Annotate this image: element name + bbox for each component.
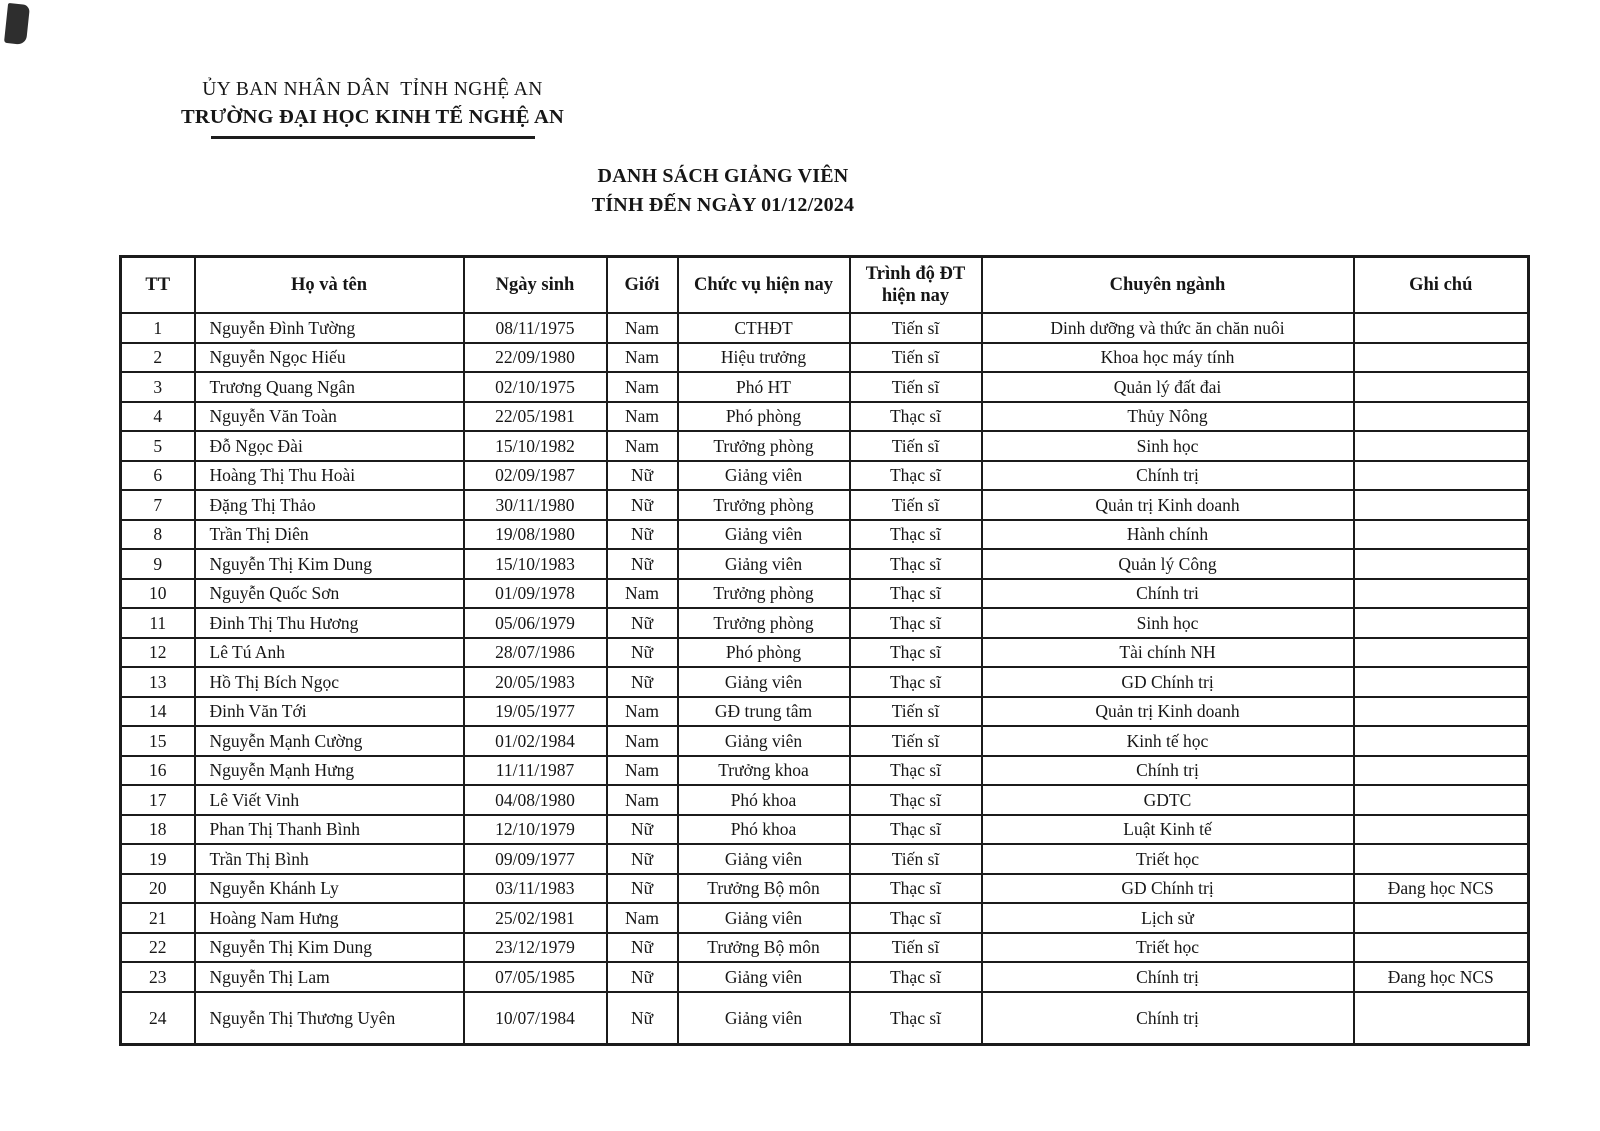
cell-note (1354, 903, 1529, 933)
cell-tt: 16 (121, 756, 195, 786)
cell-name: Nguyễn Ngọc Hiếu (195, 343, 464, 373)
cell-gender: Nữ (607, 549, 678, 579)
cell-major: Triết học (982, 933, 1354, 963)
cell-note (1354, 579, 1529, 609)
cell-note (1354, 638, 1529, 668)
table-row (121, 638, 1529, 668)
cell-name: Đinh Thị Thu Hương (195, 608, 464, 638)
col-header-name: Họ và tên (195, 257, 464, 314)
cell-tt: 21 (121, 903, 195, 933)
cell-name: Trương Quang Ngân (195, 372, 464, 402)
table-row (121, 933, 1529, 963)
cell-note (1354, 520, 1529, 550)
table-row (121, 785, 1529, 815)
cell-dob: 04/08/1980 (464, 785, 607, 815)
cell-position: Giảng viên (678, 992, 850, 1045)
cell-gender: Nam (607, 313, 678, 343)
cell-gender: Nữ (607, 933, 678, 963)
cell-position: Trưởng khoa (678, 756, 850, 786)
cell-tt: 7 (121, 490, 195, 520)
cell-position: Giảng viên (678, 726, 850, 756)
cell-position: Giảng viên (678, 962, 850, 992)
cell-degree: Tiến sĩ (850, 372, 982, 402)
org-underline (211, 136, 535, 139)
cell-major: Sinh học (982, 431, 1354, 461)
cell-tt: 17 (121, 785, 195, 815)
cell-note (1354, 461, 1529, 491)
cell-position: Giảng viên (678, 844, 850, 874)
cell-degree: Tiến sĩ (850, 313, 982, 343)
cell-major: Kinh tế học (982, 726, 1354, 756)
cell-degree: Thạc sĩ (850, 962, 982, 992)
cell-dob: 15/10/1982 (464, 431, 607, 461)
table-row (121, 697, 1529, 727)
cell-gender: Nữ (607, 874, 678, 904)
cell-name: Nguyễn Mạnh Cường (195, 726, 464, 756)
cell-tt: 18 (121, 815, 195, 845)
cell-dob: 05/06/1979 (464, 608, 607, 638)
cell-tt: 22 (121, 933, 195, 963)
cell-dob: 02/10/1975 (464, 372, 607, 402)
cell-major: Quản trị Kinh doanh (982, 490, 1354, 520)
cell-gender: Nam (607, 372, 678, 402)
cell-position: Trưởng phòng (678, 490, 850, 520)
cell-degree: Tiến sĩ (850, 726, 982, 756)
cell-major: Chính tri (982, 579, 1354, 609)
cell-note (1354, 785, 1529, 815)
cell-degree: Thạc sĩ (850, 520, 982, 550)
table-row (121, 372, 1529, 402)
cell-gender: Nữ (607, 992, 678, 1045)
cell-major: Khoa học máy tính (982, 343, 1354, 373)
cell-position: Trưởng Bộ môn (678, 933, 850, 963)
table-row (121, 756, 1529, 786)
cell-degree: Tiến sĩ (850, 490, 982, 520)
cell-name: Nguyễn Văn Toàn (195, 402, 464, 432)
cell-gender: Nữ (607, 667, 678, 697)
cell-degree: Tiến sĩ (850, 933, 982, 963)
cell-gender: Nữ (607, 490, 678, 520)
cell-tt: 13 (121, 667, 195, 697)
cell-gender: Nữ (607, 461, 678, 491)
cell-tt: 4 (121, 402, 195, 432)
cell-name: Trần Thị Bình (195, 844, 464, 874)
cell-tt: 1 (121, 313, 195, 343)
cell-degree: Thạc sĩ (850, 992, 982, 1045)
cell-degree: Thạc sĩ (850, 549, 982, 579)
cell-dob: 22/09/1980 (464, 343, 607, 373)
cell-position: Phó HT (678, 372, 850, 402)
cell-major: Sinh học (982, 608, 1354, 638)
cell-tt: 9 (121, 549, 195, 579)
cell-name: Hoàng Nam Hưng (195, 903, 464, 933)
cell-gender: Nữ (607, 844, 678, 874)
cell-position: Trưởng Bộ môn (678, 874, 850, 904)
cell-tt: 11 (121, 608, 195, 638)
scan-corner-artifact (4, 3, 30, 45)
cell-position: Giảng viên (678, 461, 850, 491)
cell-tt: 5 (121, 431, 195, 461)
cell-note: Đang học NCS (1354, 962, 1529, 992)
cell-gender: Nam (607, 431, 678, 461)
cell-name: Nguyễn Thị Thương Uyên (195, 992, 464, 1045)
cell-tt: 24 (121, 992, 195, 1045)
cell-gender: Nữ (607, 962, 678, 992)
cell-note (1354, 608, 1529, 638)
cell-gender: Nữ (607, 815, 678, 845)
cell-name: Lê Tú Anh (195, 638, 464, 668)
cell-note (1354, 844, 1529, 874)
cell-note: Đang học NCS (1354, 874, 1529, 904)
cell-name: Lê Viết Vinh (195, 785, 464, 815)
table-row (121, 402, 1529, 432)
cell-note (1354, 490, 1529, 520)
cell-note (1354, 402, 1529, 432)
cell-gender: Nữ (607, 638, 678, 668)
cell-name: Nguyễn Quốc Sơn (195, 579, 464, 609)
table-row (121, 313, 1529, 343)
cell-note (1354, 756, 1529, 786)
title-line-2: TÍNH ĐẾN NGÀY 01/12/2024 (591, 194, 855, 216)
table-header-row (121, 257, 1529, 314)
document-title (448, 162, 998, 220)
cell-note (1354, 667, 1529, 697)
table-row (121, 992, 1529, 1045)
cell-major: Quản lý Công (982, 549, 1354, 579)
cell-position: Giảng viên (678, 520, 850, 550)
cell-name: Đặng Thị Thảo (195, 490, 464, 520)
cell-name: Đinh Văn Tới (195, 697, 464, 727)
cell-position: Hiệu trưởng (678, 343, 850, 373)
cell-gender: Nữ (607, 520, 678, 550)
cell-degree: Thạc sĩ (850, 667, 982, 697)
cell-degree: Tiến sĩ (850, 844, 982, 874)
cell-tt: 12 (121, 638, 195, 668)
cell-dob: 23/12/1979 (464, 933, 607, 963)
cell-degree: Thạc sĩ (850, 785, 982, 815)
cell-dob: 02/09/1987 (464, 461, 607, 491)
cell-position: Trưởng phòng (678, 431, 850, 461)
cell-name: Hồ Thị Bích Ngọc (195, 667, 464, 697)
org-name-parent: ỦY BAN NHÂN DÂN TỈNH NGHỆ AN (202, 79, 543, 100)
cell-name: Nguyễn Đình Tường (195, 313, 464, 343)
cell-note (1354, 697, 1529, 727)
col-header-major: Chuyên ngành (982, 257, 1354, 314)
cell-gender: Nam (607, 579, 678, 609)
cell-note (1354, 726, 1529, 756)
cell-gender: Nam (607, 402, 678, 432)
col-header-position: Chức vụ hiện nay (678, 257, 850, 314)
cell-position: Phó khoa (678, 785, 850, 815)
cell-dob: 11/11/1987 (464, 756, 607, 786)
cell-degree: Tiến sĩ (850, 431, 982, 461)
table-row (121, 520, 1529, 550)
table-row (121, 343, 1529, 373)
org-name-university: TRƯỜNG ĐẠI HỌC KINH TẾ NGHỆ AN (180, 106, 565, 129)
cell-position: Phó phòng (678, 402, 850, 432)
cell-note (1354, 372, 1529, 402)
cell-name: Trần Thị Diên (195, 520, 464, 550)
cell-name: Nguyễn Thị Kim Dung (195, 933, 464, 963)
cell-dob: 01/09/1978 (464, 579, 607, 609)
cell-major: GDTC (982, 785, 1354, 815)
cell-note (1354, 933, 1529, 963)
cell-degree: Thạc sĩ (850, 638, 982, 668)
cell-position: Giảng viên (678, 549, 850, 579)
table-row (121, 461, 1529, 491)
cell-dob: 10/07/1984 (464, 992, 607, 1045)
cell-dob: 15/10/1983 (464, 549, 607, 579)
cell-name: Đỗ Ngọc Đài (195, 431, 464, 461)
cell-tt: 14 (121, 697, 195, 727)
cell-degree: Thạc sĩ (850, 461, 982, 491)
cell-major: GD Chính trị (982, 667, 1354, 697)
cell-dob: 01/02/1984 (464, 726, 607, 756)
cell-major: Hành chính (982, 520, 1354, 550)
cell-position: Phó phòng (678, 638, 850, 668)
cell-degree: Thạc sĩ (850, 756, 982, 786)
cell-major: Quản trị Kinh doanh (982, 697, 1354, 727)
cell-name: Nguyễn Mạnh Hưng (195, 756, 464, 786)
cell-dob: 22/05/1981 (464, 402, 607, 432)
cell-note (1354, 343, 1529, 373)
table-body (121, 313, 1529, 1045)
org-header (145, 78, 600, 139)
cell-major: Chính trị (982, 992, 1354, 1045)
table-row (121, 726, 1529, 756)
cell-tt: 6 (121, 461, 195, 491)
cell-dob: 12/10/1979 (464, 815, 607, 845)
cell-gender: Nam (607, 785, 678, 815)
cell-name: Hoàng Thị Thu Hoài (195, 461, 464, 491)
cell-major: GD Chính trị (982, 874, 1354, 904)
cell-position: Giảng viên (678, 667, 850, 697)
cell-name: Phan Thị Thanh Bình (195, 815, 464, 845)
cell-degree: Thạc sĩ (850, 608, 982, 638)
cell-gender: Nam (607, 726, 678, 756)
table-row (121, 903, 1529, 933)
cell-dob: 20/05/1983 (464, 667, 607, 697)
cell-major: Quản lý đất đai (982, 372, 1354, 402)
cell-major: Thủy Nông (982, 402, 1354, 432)
cell-tt: 2 (121, 343, 195, 373)
table-row (121, 962, 1529, 992)
cell-tt: 10 (121, 579, 195, 609)
table-row (121, 431, 1529, 461)
cell-degree: Thạc sĩ (850, 874, 982, 904)
table-row (121, 579, 1529, 609)
cell-major: Chính trị (982, 756, 1354, 786)
cell-dob: 19/05/1977 (464, 697, 607, 727)
cell-tt: 3 (121, 372, 195, 402)
cell-name: Nguyễn Khánh Ly (195, 874, 464, 904)
cell-major: Chính trị (982, 962, 1354, 992)
cell-gender: Nam (607, 697, 678, 727)
title-line-1: DANH SÁCH GIẢNG VIÊN (597, 165, 849, 187)
cell-tt: 8 (121, 520, 195, 550)
cell-gender: Nam (607, 343, 678, 373)
cell-major: Lịch sử (982, 903, 1354, 933)
col-header-gender: Giới (607, 257, 678, 314)
table-row (121, 667, 1529, 697)
cell-position: Trưởng phòng (678, 608, 850, 638)
cell-note (1354, 992, 1529, 1045)
col-header-note: Ghi chú (1354, 257, 1529, 314)
cell-major: Chính trị (982, 461, 1354, 491)
col-header-dob: Ngày sinh (464, 257, 607, 314)
cell-tt: 20 (121, 874, 195, 904)
cell-tt: 23 (121, 962, 195, 992)
lecturer-table (119, 255, 1530, 1046)
cell-major: Dinh dưỡng và thức ăn chăn nuôi (982, 313, 1354, 343)
col-header-tt: TT (121, 257, 195, 314)
table-row (121, 815, 1529, 845)
cell-name: Nguyễn Thị Kim Dung (195, 549, 464, 579)
cell-degree: Thạc sĩ (850, 815, 982, 845)
cell-degree: Thạc sĩ (850, 402, 982, 432)
cell-major: Tài chính NH (982, 638, 1354, 668)
cell-dob: 03/11/1983 (464, 874, 607, 904)
cell-dob: 19/08/1980 (464, 520, 607, 550)
cell-dob: 07/05/1985 (464, 962, 607, 992)
cell-position: CTHĐT (678, 313, 850, 343)
cell-degree: Thạc sĩ (850, 579, 982, 609)
cell-degree: Tiến sĩ (850, 697, 982, 727)
col-header-degree: Trình độ ĐT hiện nay (850, 257, 982, 314)
cell-gender: Nữ (607, 608, 678, 638)
cell-position: Phó khoa (678, 815, 850, 845)
cell-position: GĐ trung tâm (678, 697, 850, 727)
cell-note (1354, 431, 1529, 461)
table-row (121, 874, 1529, 904)
cell-dob: 08/11/1975 (464, 313, 607, 343)
cell-degree: Tiến sĩ (850, 343, 982, 373)
cell-tt: 15 (121, 726, 195, 756)
cell-major: Luật Kinh tế (982, 815, 1354, 845)
cell-gender: Nam (607, 903, 678, 933)
table-row (121, 844, 1529, 874)
cell-name: Nguyễn Thị Lam (195, 962, 464, 992)
cell-note (1354, 815, 1529, 845)
table-row (121, 549, 1529, 579)
cell-gender: Nam (607, 756, 678, 786)
cell-tt: 19 (121, 844, 195, 874)
cell-note (1354, 549, 1529, 579)
cell-dob: 25/02/1981 (464, 903, 607, 933)
cell-dob: 09/09/1977 (464, 844, 607, 874)
cell-dob: 28/07/1986 (464, 638, 607, 668)
cell-note (1354, 313, 1529, 343)
cell-dob: 30/11/1980 (464, 490, 607, 520)
table-row (121, 608, 1529, 638)
cell-position: Trưởng phòng (678, 579, 850, 609)
cell-position: Giảng viên (678, 903, 850, 933)
table-row (121, 490, 1529, 520)
cell-major: Triết học (982, 844, 1354, 874)
cell-degree: Thạc sĩ (850, 903, 982, 933)
